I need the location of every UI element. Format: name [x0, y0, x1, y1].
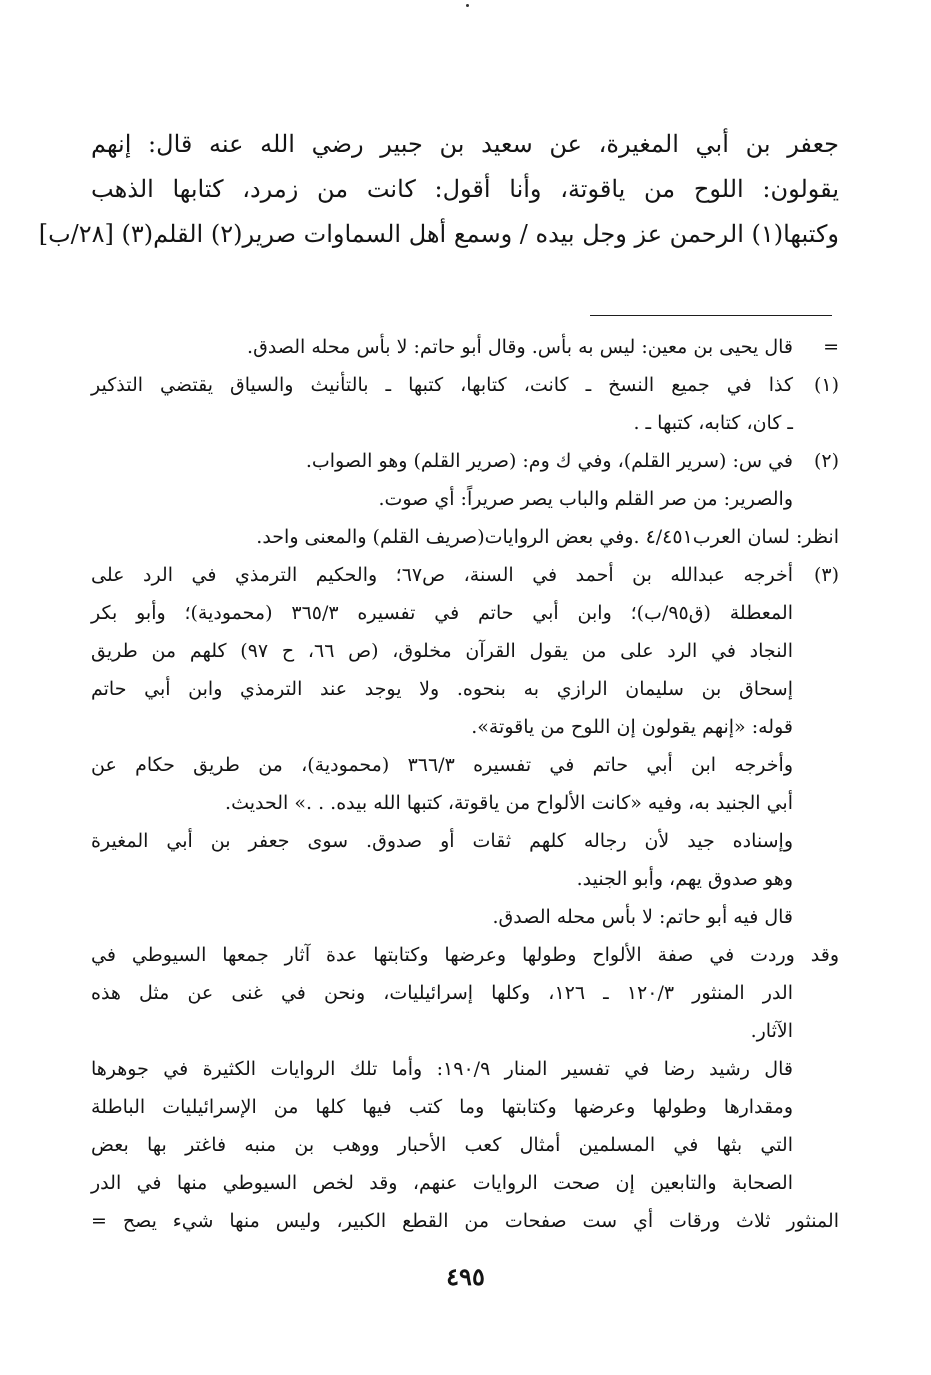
main-text-line: جعفر بن أبي المغيرة، عن سعيد بن جبير رضي الله عنه قال: إنهم [91, 130, 839, 158]
footnote-text: قال فيه أبو حاتم: لا بأس محله الصدق. [492, 906, 793, 928]
footnote-text: النجاد في الرد على من يقول القرآن مخلوق، (ص ٦٦، ح ٩٧) كلهم من طريق [91, 640, 793, 662]
footnote-text: المنثور ثلاث ورقات أي ست صفحات من القطع الكبير، وليس منها شيء يصح = [91, 1210, 839, 1232]
footnote-line [91, 366, 839, 404]
footnote-text: أبي الجنيد به، وفيه «كانت الألواح من ياقوتة، كتبها الله بيده. . .» الحديث. [225, 792, 793, 814]
footnotes [91, 328, 839, 1240]
footnote-line [91, 556, 839, 594]
footnote-line [91, 898, 839, 936]
footnote-text: قوله: «إنهم يقولون إن اللوح من ياقوتة». [471, 716, 793, 738]
footnote-text: وهو صدوق يهم، وأبو الجنيد. [576, 868, 793, 890]
footnote-text: في س: (سرير القلم)، وفي ك وم: (صرير القلم) وهو الصواب. [305, 450, 793, 472]
footnote-text: ومقدارها وطولها وعرضها وكتابتها وما كتب فيها كلها من الإسرائيليات الباطلة [91, 1096, 793, 1118]
footnote-line [91, 480, 839, 518]
footnote-text: وإسناده جيد لأن رجاله كلهم ثقات أو صدوق. سوى جعفر بن أبي المغيرة [91, 830, 793, 852]
footnote-text: والصرير: من صر القلم والباب يصر صريراً: أي صوت. [378, 488, 793, 510]
footnote-line [91, 708, 839, 746]
footnote-text: وأخرجه ابن أبي حاتم في تفسيره ٣٦٦/٣ (محمودية)، من طريق حكام عن [91, 754, 793, 776]
main-text [38, 122, 840, 257]
page-number: ٤٩٥ [446, 1262, 485, 1291]
footnote-line [91, 1164, 839, 1202]
footnote-line [91, 594, 839, 632]
footnote-line [91, 670, 839, 708]
scan-speck [466, 4, 469, 7]
footnote-marker: (٢) [813, 450, 839, 472]
footnote-text: انظر: لسان العرب٤/٤٥١ .وفي بعض الروايات(صريف القلم) والمعنى واحد. [256, 526, 839, 548]
footnote-text: قال رشيد رضا في تفسير المنار ١٩٠/٩: وأما تلك الروايات الكثيرة في جوهرها [91, 1058, 793, 1080]
footnote-line [91, 936, 839, 974]
footnote-line [91, 1126, 839, 1164]
footnote-line [91, 784, 839, 822]
footnote-text: الصحابة والتابعين إن صحت الروايات عنهم، وقد لخص السيوطي منها في الدر [91, 1172, 793, 1194]
footnote-marker: (٣) [813, 564, 839, 586]
footnote-text: أخرجه عبدالله بن أحمد في السنة، ص٦٧؛ والحكيم الترمذي في الرد على [91, 564, 793, 586]
main-text-line: يقولون: اللوح من ياقوتة، وأنا أقول: كانت من زمرد، كتابها الذهب [91, 175, 840, 203]
footnote-line [91, 1012, 839, 1050]
footnote-text: كذا في جميع النسخ ـ كانت، كتابها، كتبها ـ بالتأنيث والسياق يقتضي التذكير [91, 374, 793, 396]
footnote-line [91, 1202, 839, 1240]
footnote-marker: = [823, 336, 839, 358]
footnote-text: المعطلة (ق٩٥/ب)؛ وابن أبي حاتم في تفسيره ٣٦٥/٣ (محمودية)؛ وأبو بكر [91, 602, 793, 624]
footnote-marker: (١) [813, 374, 839, 396]
footnote-line [91, 404, 839, 442]
footnote-text: التي بثها في المسلمين أمثال كعب الأحبار ووهب بن منبه فاغتر بها بعض [91, 1134, 793, 1156]
footnote-line [91, 1050, 839, 1088]
footnote-line [91, 328, 839, 366]
footnote-line [91, 442, 839, 480]
footnote-separator [590, 315, 832, 316]
footnote-text: وقد وردت في صفة الألواح وطولها وعرضها وكتابتها عدة آثار جمعها السيوطي في [91, 944, 839, 966]
footnote-text: ـ كان، كتابه، كتبها ـ . [633, 412, 793, 434]
footnote-text: إسحاق بن سليمان الرازي به بنحوه. ولا يوجد عند الترمذي وابن أبي حاتم [91, 678, 793, 700]
footnote-line [91, 1088, 839, 1126]
footnote-line [91, 518, 839, 556]
footnote-line [91, 822, 839, 860]
footnote-text: قال يحيى بن معين: ليس به بأس. وقال أبو حاتم: لا بأس محله الصدق. [247, 336, 793, 358]
footnote-line [91, 746, 839, 784]
footnote-text: الدر المنثور ١٢٠/٣ ـ ١٢٦، وكلها إسرائيليات، ونحن في غنى عن مثل هذه [91, 982, 793, 1004]
footnote-line [91, 632, 839, 670]
footnote-text: الآثار. [750, 1020, 793, 1042]
footnote-line [91, 974, 839, 1012]
footnote-line [91, 860, 839, 898]
main-text-line: وكتبها(١) الرحمن عز وجل بيده / وسمع أهل السماوات صرير(٢) القلم(٣) [٢٨/ب] [38, 220, 839, 248]
